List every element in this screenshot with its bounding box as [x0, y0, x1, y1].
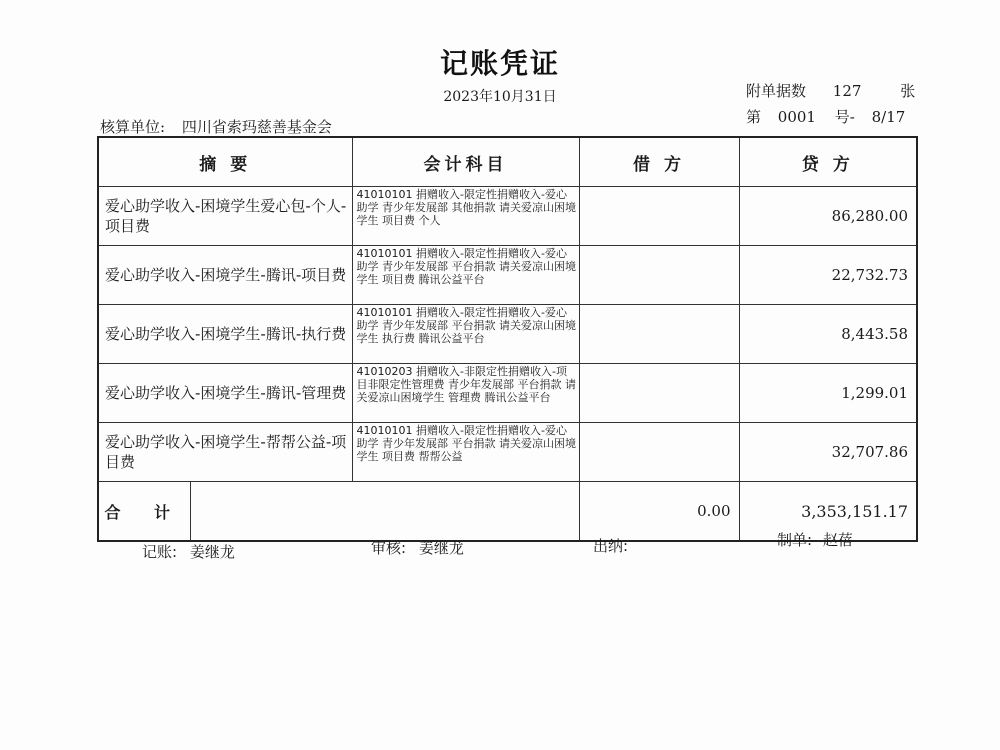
- row-credit: 86,280.00: [739, 187, 917, 246]
- table-row: [98, 364, 917, 423]
- row-debit: [579, 364, 739, 423]
- preparer-signature: [777, 529, 853, 550]
- voucher-number-info: [746, 106, 905, 127]
- number-prefix: 第: [746, 108, 762, 126]
- cashier-label: 出纳:: [593, 537, 629, 555]
- total-label: 合 计: [98, 482, 190, 542]
- total-credit: 3,353,151.17: [739, 482, 917, 542]
- voucher-title: 记账凭证: [439, 47, 560, 80]
- header-subject: 会计科目: [352, 137, 579, 187]
- row-debit: [579, 187, 739, 246]
- table-row: [98, 423, 917, 482]
- row-subject: 41010101 捐赠收入-限定性捐赠收入-爱心助学 青少年发展部 平台捐款 请关爱凉山困境学生 执行费 腾讯公益平台: [352, 305, 579, 364]
- attachments-unit: 张: [900, 82, 916, 100]
- row-debit: [579, 246, 739, 305]
- row-debit: [579, 305, 739, 364]
- header-credit: 贷 方: [739, 137, 917, 187]
- number-suffix: 号-: [834, 108, 855, 126]
- voucher-date: 2023年10月31日: [443, 89, 557, 105]
- table-row: [98, 187, 917, 246]
- total-debit: 0.00: [579, 482, 739, 542]
- voucher-number: 0001: [777, 108, 816, 126]
- table-header-row: [98, 137, 917, 187]
- table-row: [98, 305, 917, 364]
- table-row: [98, 246, 917, 305]
- row-credit: 22,732.73: [739, 246, 917, 305]
- page-indicator: 8/17: [871, 108, 906, 126]
- cashier-signature: [593, 535, 636, 556]
- row-credit: 8,443.58: [739, 305, 917, 364]
- row-credit: 1,299.01: [739, 364, 917, 423]
- unit-name: 四川省索玛慈善基金会: [181, 118, 332, 136]
- bookkeeper-name: 姜继龙: [189, 543, 235, 561]
- row-subject: 41010101 捐赠收入-限定性捐赠收入-爱心助学 青少年发展部 平台捐款 请关爱凉山困境学生 项目费 腾讯公益平台: [352, 246, 579, 305]
- bookkeeper-label: 记账:: [142, 543, 178, 561]
- row-summary: 爱心助学收入-困境学生-腾讯-项目费: [98, 246, 352, 305]
- auditor-signature: [371, 537, 464, 558]
- bookkeeper-signature: [142, 541, 235, 562]
- preparer-name: 赵蓓: [822, 531, 853, 549]
- attachments-count: 127: [832, 82, 862, 100]
- header-debit: 借 方: [579, 137, 739, 187]
- accounting-unit: [100, 116, 332, 137]
- voucher-table: [97, 136, 918, 542]
- row-summary: 爱心助学收入-困境学生爱心包-个人-项目费: [98, 187, 352, 246]
- attachments-info: [746, 80, 915, 101]
- row-subject: 41010101 捐赠收入-限定性捐赠收入-爱心助学 青少年发展部 平台捐款 请关爱凉山困境学生 项目费 帮帮公益: [352, 423, 579, 482]
- row-subject: 41010203 捐赠收入-非限定性捐赠收入-项目非限定性管理费 青少年发展部 平台捐款 请关爱凉山困境学生 管理费 腾讯公益平台: [352, 364, 579, 423]
- preparer-label: 制单:: [777, 531, 813, 549]
- row-summary: 爱心助学收入-困境学生-腾讯-管理费: [98, 364, 352, 423]
- total-blank-cell: [190, 482, 579, 542]
- attachments-label: 附单据数: [746, 82, 807, 100]
- auditor-label: 审核:: [371, 539, 407, 557]
- header-summary: 摘 要: [98, 137, 352, 187]
- row-credit: 32,707.86: [739, 423, 917, 482]
- unit-label: 核算单位:: [100, 118, 166, 136]
- row-debit: [579, 423, 739, 482]
- auditor-name: 姜继龙: [418, 539, 464, 557]
- row-summary: 爱心助学收入-困境学生-帮帮公益-项目费: [98, 423, 352, 482]
- row-subject: 41010101 捐赠收入-限定性捐赠收入-爱心助学 青少年发展部 其他捐款 请关爱凉山困境学生 项目费 个人: [352, 187, 579, 246]
- row-summary: 爱心助学收入-困境学生-腾讯-执行费: [98, 305, 352, 364]
